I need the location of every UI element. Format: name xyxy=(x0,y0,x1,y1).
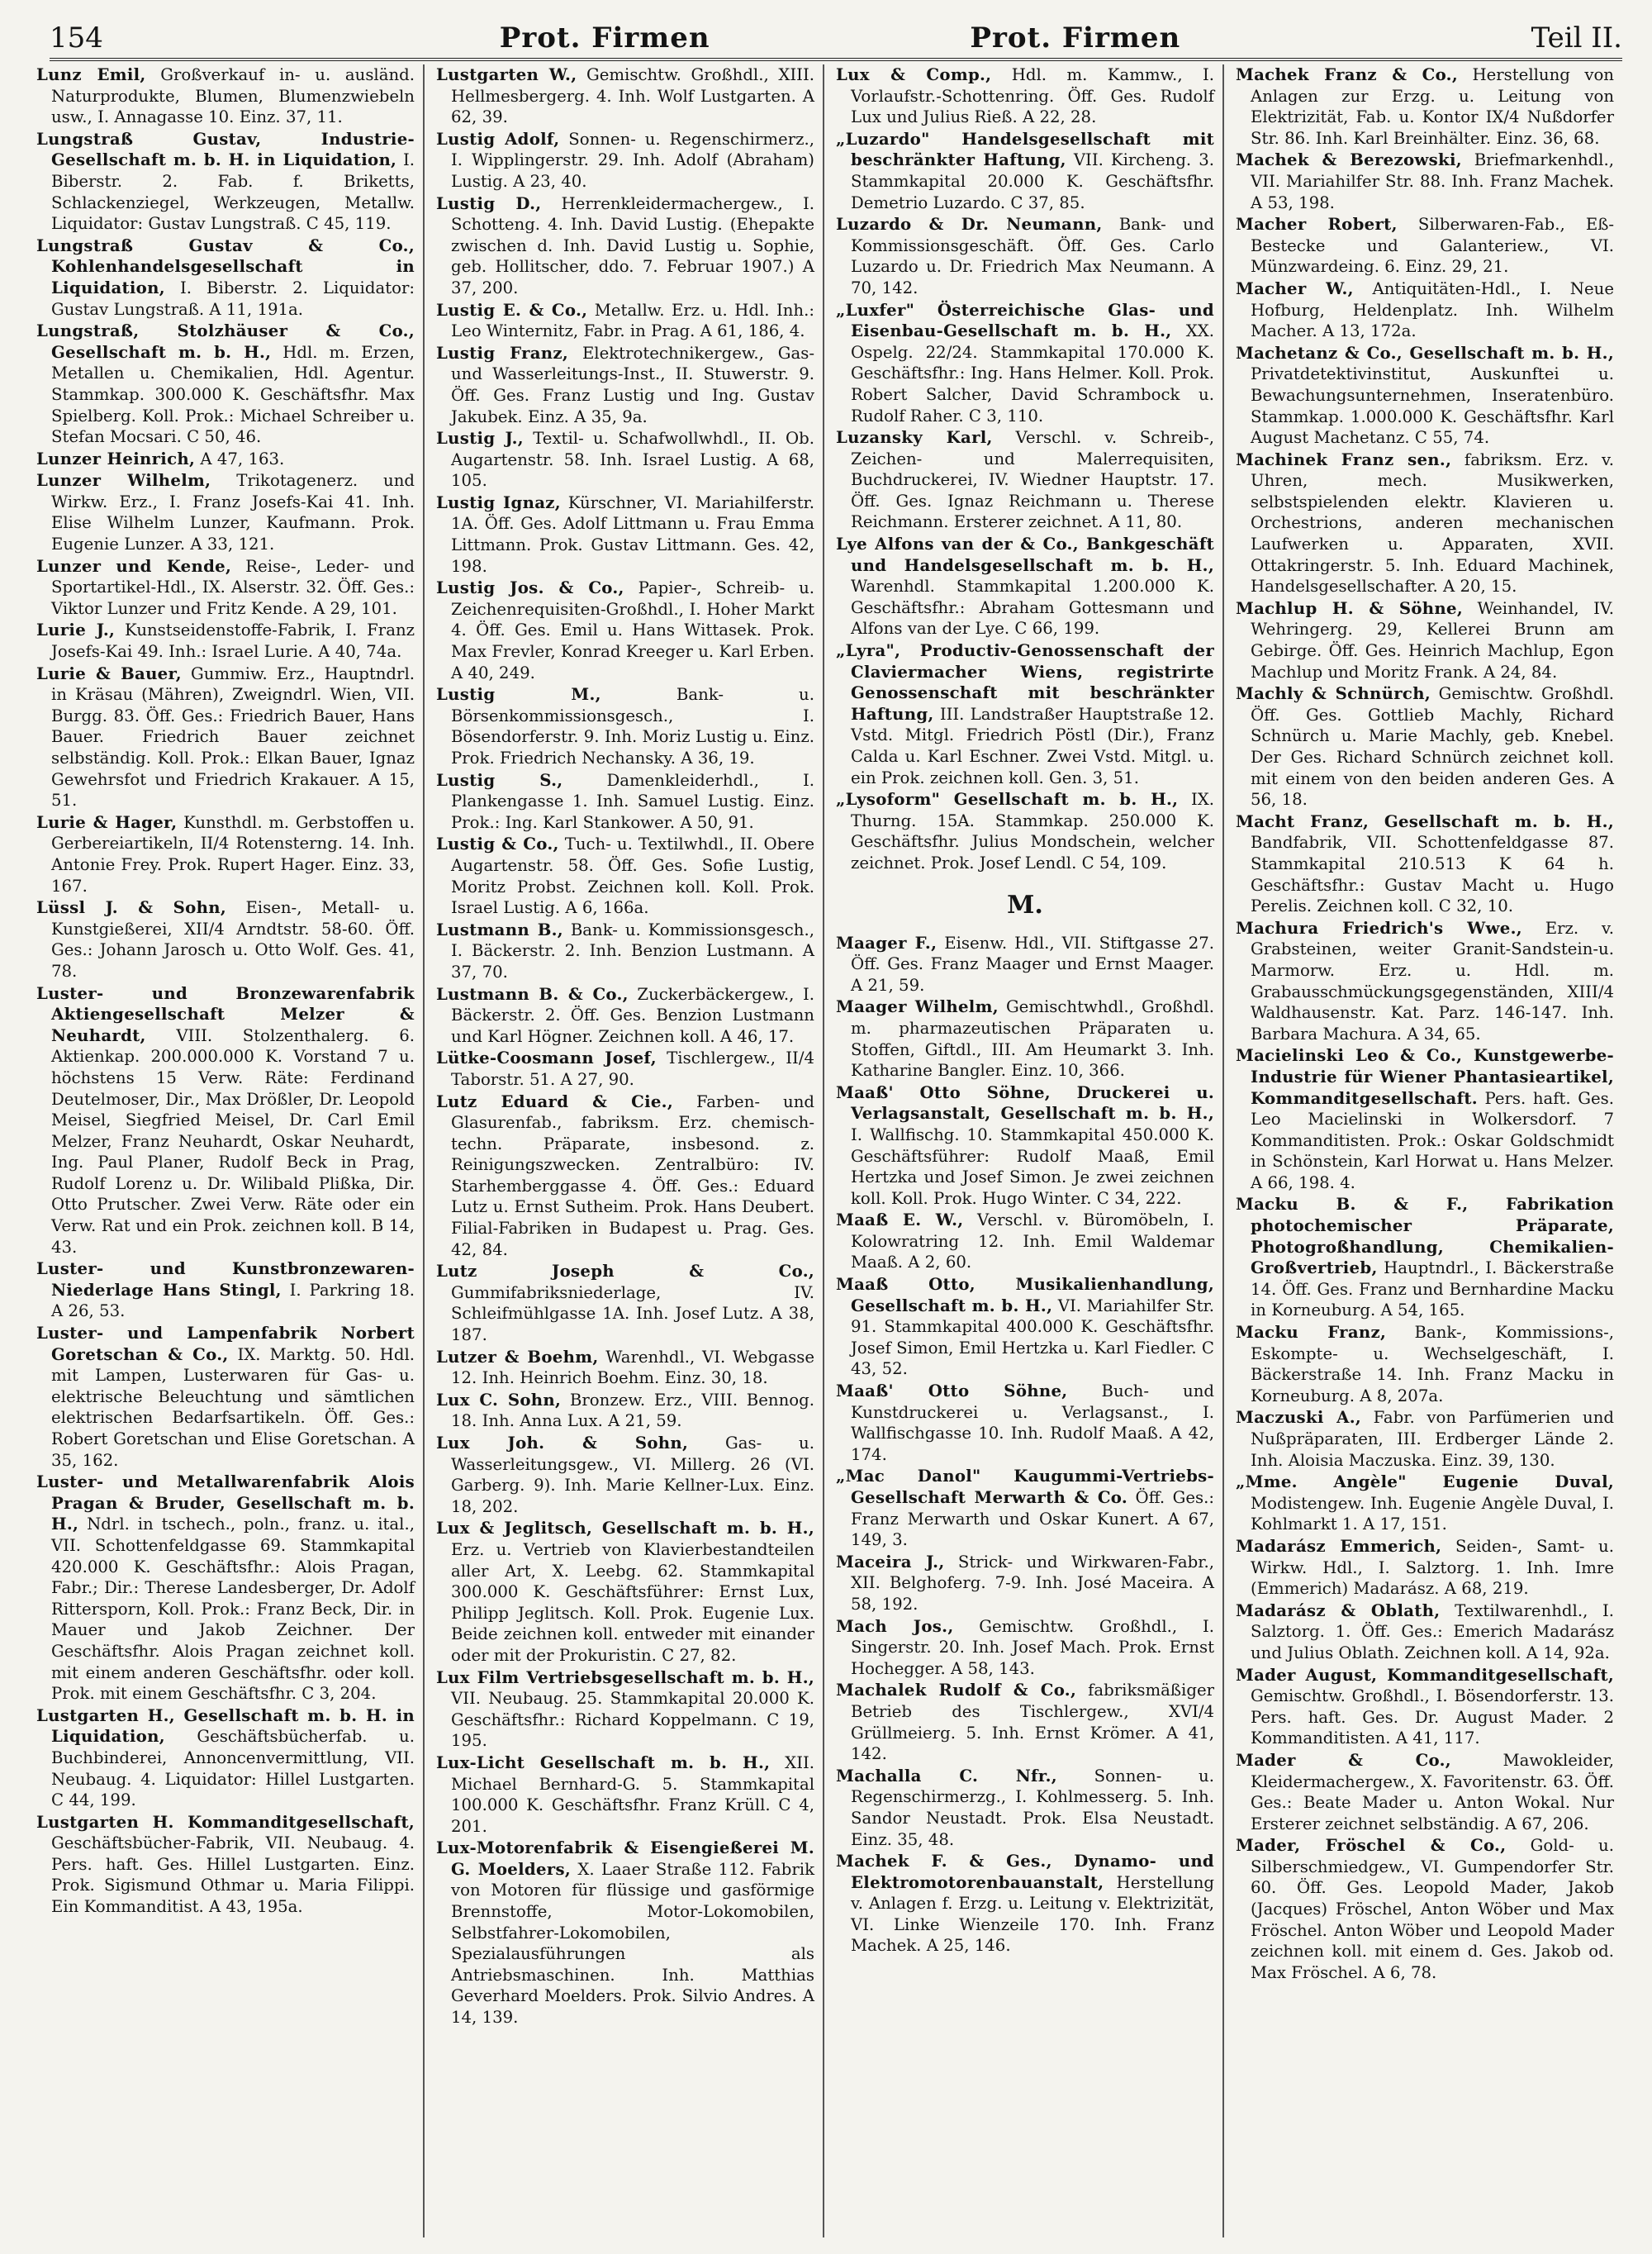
firm-details: Kunsthdl. m. Gerbstoffen u. Gerbereiartikeln, II/4 Rotensterng. 14. Inh. Antonie Frey. Prok. Rupert Hager. Einz. 33, 167. xyxy=(51,812,415,896)
directory-entry xyxy=(36,1258,415,1322)
firm-details: Textil- u. Schafwollwhdl., II. Ob. Augartenstr. 58. Inh. Israel Lustig. A 68, 105. xyxy=(451,429,814,491)
directory-entry xyxy=(1236,918,1614,1045)
firm-details: I. Wallfischg. 10. Stammkapital 450.000 K. Geschäftsführer: Rudolf Maaß, Emil Hertzka und Josef Simon. Je zwei zeichnen koll. Koll. Prok. Hugo Winter. C 34, 222. xyxy=(851,1125,1214,1208)
running-title-left: Prot. Firmen xyxy=(499,21,710,55)
directory-entry xyxy=(436,1667,814,1752)
directory-entry xyxy=(36,897,415,982)
directory-entry xyxy=(836,1210,1214,1273)
firm-name: Lurie J., xyxy=(36,621,116,640)
firm-name: Mader, Fröschel & Co., xyxy=(1236,1836,1507,1856)
firm-name: Machek F. & Ges., Dynamo- und Elektromotorenbauanstalt, xyxy=(836,1852,1214,1892)
firm-name: Maager Wilhelm, xyxy=(836,997,999,1017)
directory-entry xyxy=(436,64,814,128)
directory-entry xyxy=(1236,64,1614,149)
directory-entry xyxy=(436,300,814,342)
firm-name: Lunzer Wilhelm, xyxy=(36,471,211,491)
directory-entry xyxy=(436,129,814,193)
firm-name: Lustig Ignaz, xyxy=(436,492,561,512)
directory-entry xyxy=(1236,214,1614,278)
firm-name: Maaß' Otto Söhne, xyxy=(836,1381,1068,1401)
firm-name: Lurie & Hager, xyxy=(36,812,178,832)
firm-details: Geschäftsbücher-Fabrik, VII. Neubaug. 4. Pers. haft. Ges. Hillel Lustgarten. Einz. Prok. Sigismund Othmar u. Maria Filippi. Ein Kommanditist. A 43, 195a. xyxy=(51,1833,415,1917)
directory-entry xyxy=(436,578,814,683)
firm-name: Machalla C. Nfr., xyxy=(836,1766,1057,1786)
directory-entry xyxy=(436,770,814,834)
directory-entry xyxy=(436,492,814,577)
firm-name: „Lyra", Productiv-Genossenschaft der Claviermacher Wiens, registrirte Genossenschaft mit beschränkter Haftung, xyxy=(836,641,1214,724)
firm-name: Machlup H. & Söhne, xyxy=(1236,598,1463,618)
firm-name: Lütke-Coosmann Josef, xyxy=(436,1049,657,1068)
firm-name: Machinek Franz sen., xyxy=(1236,449,1452,469)
firm-details: Hdl. m. Erzen, Metallen u. Chemikalien, Hdl. Agentur. Stammkap. 300.000 K. Geschäftsfhr. Max Spielberg. Koll. Prok.: Michael Schreiber u. Stefan Mocsari. C 50, 46. xyxy=(51,342,415,447)
page-header xyxy=(50,12,1622,61)
directory-entry xyxy=(836,1851,1214,1957)
firm-details: Bank-, Kommissions-, Eskompte- u. Wechselgeschäft, I. Bäckerstraße 14. Inh. Franz Macku in Korneuburg. A 8, 207a. xyxy=(1251,1323,1615,1405)
firm-details: Gold- u. Silberschmiedgew., VI. Gumpendorfer Str. 60. Öff. Ges. Leopold Mader, Jakob (Jacques) Fröschel, Anton Wöber und Max Fröschel. Anton Wöber und Leopold Mader zeichnen koll. mit einem d. Ges. Jakob od. Max Fröschel. A 6, 78. xyxy=(1251,1836,1614,1982)
directory-entry xyxy=(436,193,814,299)
firm-name: Maaß' Otto Söhne, Druckerei u. Verlagsanstalt, Gesellschaft m. b. H., xyxy=(836,1082,1214,1124)
firm-details: Strick- und Wirkwaren-Fabr., XII. Belghoferg. 7-9. Inh. José Maceira. A 58, 192. xyxy=(851,1552,1214,1614)
firm-name: Lustig E. & Co., xyxy=(436,300,588,320)
directory-entry xyxy=(1236,598,1614,682)
firm-details: VIII. Stolzenthalerg. 6. Aktienkap. 200.000.000 K. Vorstand 7 u. höchstens 15 Verw. Räte: Ferdinand Deutelmoser, Dir., Max Drößler, Dr. Leopold Meisel, Siegfried Meisel, Dr. Carl Emil Melzer, Franz Neuhardt, Oskar Neuhardt, Ing. Paul Planer, Rudolf Beck in Prag, Rudolf Lorenz u. Dr. Wilibald Plißka, Dir. Otto Prutscher. Zwei Verw. Räte oder ein Verw. Rat und ein Prok. zeichnen koll. B 14, 43. xyxy=(51,1025,415,1257)
directory-entry xyxy=(436,1091,814,1261)
firm-details: Gummifabriksniederlage, IV. Schleifmühlgasse 1A. Inh. Josef Lutz. A 38, 187. xyxy=(451,1282,814,1345)
section-letter-heading: M. xyxy=(1007,890,1043,920)
directory-entry xyxy=(1236,1322,1614,1406)
firm-name: Mader August, Kommanditgesellschaft, xyxy=(1236,1665,1614,1685)
directory-entry xyxy=(36,556,415,620)
directory-entry xyxy=(1236,683,1614,811)
column-2 xyxy=(433,64,824,2237)
directory-entry xyxy=(836,300,1214,427)
firm-details: Geschäftsbücherfab. u. Buchbinderei, Annoncenvermittlung, VII. Neubaug. 4. Liquidator: Hillel Lustgarten. C 44, 199. xyxy=(51,1727,415,1810)
directory-entry xyxy=(436,920,814,983)
firm-name: Luster- und Kunstbronzewaren-Niederlage Hans Stingl, xyxy=(36,1259,415,1300)
firm-name: „Mac Danol" Kaugummi-Vertriebs-Gesellschaft Merwarth & Co. xyxy=(836,1467,1214,1507)
firm-name: Lungstraß Gustav & Co., Kohlenhandelsgesellschaft in Liquidation, xyxy=(36,235,415,297)
firm-details: Warenhdl., VI. Webgasse 12. Inh. Heinrich Boehm. Einz. 30, 18. xyxy=(451,1347,815,1388)
firm-name: Luster- und Metallwarenfabrik Alois Pragan & Bruder, Gesellschaft m. b. H., xyxy=(36,1472,415,1534)
firm-details: Weinhandel, IV. Wehringerg. 29, Kellerei Brunn am Gebirge. Öff. Ges. Heinrich Machlup, Egon Machlup und Moritz Frank. A 24, 84. xyxy=(1251,598,1614,682)
directory-entry xyxy=(36,983,415,1258)
firm-name: Lustgarten W., xyxy=(436,65,577,84)
firm-name: Lustgarten H., Gesellschaft m. b. H. in Liquidation, xyxy=(36,1705,415,1747)
firm-details: Ndrl. in tschech., poln., franz. u. ital., VII. Schottenfeldgasse 69. Stammkapital 420.000 K. Geschäftsfhr.: Alois Pragan, Fabr.; Dir.: Therese Landesberger, Dr. Adolf Rittersporn, Koll. Prok.: Franz Beck, Dir. in Mauer und Jakob Zeichner. Der Geschäftsfhr. Alois Pragan zeichnet koll. mit einem anderen Geschäftsfhr. oder koll. Prok. mit einem Geschäftsfhr. C 3, 204. xyxy=(51,1515,415,1704)
firm-details: Bandfabrik, VII. Schottenfeldgasse 87. Stammkapital 210.513 K 64 h. Geschäftsfhr.: Gustav Macht u. Hugo Perelis. Zeichnen koll. C 32, 10. xyxy=(1251,833,1614,916)
firm-name: Maceira J., xyxy=(836,1552,945,1572)
firm-details: Buch- und Kunstdruckerei u. Verlagsanst., I. Wallfischgasse 10. Inh. Rudolf Maaß. A 42, 174. xyxy=(851,1381,1214,1464)
firm-name: „Mme. Angèle" Eugenie Duval, xyxy=(1236,1472,1614,1492)
firm-details: Damenkleiderhdl., I. Plankengasse 1. Inh. Samuel Lustig. Einz. Prok.: Ing. Karl Stankower. A 50, 91. xyxy=(451,770,814,832)
firm-details: IX. Marktg. 50. Hdl. mit Lampen, Lusterwaren für Gas- u. elektrische Beleuchtung und sämtlichen elektrischen Bedarfsartikeln. Öff. Ges.: Robert Goretschan und Elise Goretschan. A 35, 162. xyxy=(51,1344,415,1470)
directory-entry xyxy=(836,933,1214,996)
firm-name: Machalek Rudolf & Co., xyxy=(836,1681,1077,1700)
directory-entry xyxy=(436,684,814,768)
firm-name: Lungstraß, Stolzhäuser & Co., Gesellschaft m. b. H., xyxy=(36,321,415,362)
firm-details: Bronzew. Erz., VIII. Bennog. 18. Inh. Anna Lux. A 21, 59. xyxy=(451,1390,815,1431)
directory-entry xyxy=(36,663,415,811)
firm-details: Bank- u. Kommissionsgesch., I. Bäckerstr. 2. Inh. Benzion Lustmann. A 37, 70. xyxy=(451,920,815,982)
directory-entry xyxy=(36,1705,415,1811)
firm-details: Papier-, Schreib- u. Zeichenrequisiten-Großhdl., I. Hoher Markt 4. Öff. Ges. Emil u. Hans Wittasek. Prok. Max Frevler, Konrad Kreeger u. Karl Erben. A 40, 249. xyxy=(451,578,815,682)
directory-entry xyxy=(36,129,415,235)
directory-entry xyxy=(436,428,814,492)
directory-entry xyxy=(836,534,1214,640)
firm-details: I. Parkring 18. A 26, 53. xyxy=(51,1280,415,1321)
directory-entry xyxy=(436,343,814,427)
firm-details: Pers. haft. Ges. Leo Macielinski in Wolkersdorf. 7 Kommanditisten. Prok.: Oskar Goldschmidt in Schönstein, Karl Horwat u. Hans Melzer. A 66, 198. 4. xyxy=(1251,1088,1614,1192)
directory-entry xyxy=(36,1812,415,1918)
firm-details: Eisen-, Metall- u. Kunstgießerei, XII/4 Arndtstr. 58-60. Öff. Ges.: Johann Jarosch u. Otto Wolf. Ges. 41, 78. xyxy=(51,898,415,981)
firm-details: Tuch- u. Textilwhdl., II. Obere Augartenstr. 58. Öff. Ges. Sofie Lustig, Moritz Probst. Zeichnen koll. Koll. Prok. Israel Lustig. A 6, 166a. xyxy=(451,835,814,918)
firm-details: fabriksmäßiger Betrieb des Tischlergew., XVI/4 Grüllmeierg. 5. Inh. Ernst Krömer. A 41, 142. xyxy=(851,1681,1215,1764)
firm-details: X. Laaer Straße 112. Fabrik von Motoren für flüssige und gasförmige Brennstoffe, Motor-Lokomobilen, Selbstfahrer-Lokomobilen, Spezialausführungen als Antriebsmaschinen. Inh. Matthias Geverhard Moelders. Prok. Silvio Andres. A 14, 139. xyxy=(451,1859,814,2028)
firm-details: Gemischtwhdl., Großhdl. m. pharmazeutischen Präparaten u. Stoffen, Giftdl., III. Am Heumarkt 3. Inh. Katharine Bangler. Einz. 10, 366. xyxy=(851,997,1214,1081)
directory-entry xyxy=(836,640,1214,788)
firm-details: Privatdetektivinstitut, Auskunftei u. Bewachungsunternehmen, Inseratenbüro. Stammkap. 1.000.000 K. Geschäftsfhr. Karl August Machetanz. C 55, 74. xyxy=(1251,364,1614,448)
firm-name: Lutz Joseph & Co., xyxy=(436,1262,814,1282)
firm-name: Lunzer Heinrich, xyxy=(36,449,196,468)
firm-name: Lux & Jeglitsch, Gesellschaft m. b. H., xyxy=(436,1519,814,1538)
firm-name: Lye Alfons van der & Co., Bankgeschäft und Handelsgesellschaft m. b. H., xyxy=(836,535,1214,575)
firm-details: Metallw. Erz. u. Hdl. Inh.: Leo Winternitz, Fabr. in Prag. A 61, 186, 4. xyxy=(451,300,814,341)
directory-entry xyxy=(36,620,415,662)
firm-details: Erz. u. Vertrieb von Klavierbestandteilen aller Art, X. Leebg. 62. Stammkapital 300.000 K. Geschäftsführer: Ernst Lux, Philipp Jeglitsch. Koll. Prok. Eugenie Lux. Beide zeichnen koll. entweder mit einander oder mit der Prokuristin. C 27, 82. xyxy=(451,1539,814,1665)
firm-details: Herstellung von Anlagen zur Erzg. u. Leitung von Elektrizität, Fab. u. Kontor IX/4 Nußdorfer Str. 86. Inh. Karl Breinhälter. Einz. 36, 68. xyxy=(1251,65,1614,148)
firm-name: Maczuski A., xyxy=(1236,1408,1362,1428)
firm-name: Lustig Franz, xyxy=(436,343,569,363)
directory-entry xyxy=(436,834,814,918)
firm-name: Lux Joh. & Sohn, xyxy=(436,1434,689,1453)
firm-name: Macht Franz, Gesellschaft m. b. H., xyxy=(1236,811,1614,831)
firm-details: Gemischtw. Großhdl., I. Bösendorferstr. 13. Pers. haft. Ges. Dr. August Mader. 2 Kommanditisten. A 41, 117. xyxy=(1251,1686,1614,1748)
firm-name: Lustig Adolf, xyxy=(436,129,560,149)
firm-name: Machetanz & Co., Gesellschaft m. b. H., xyxy=(1236,343,1614,363)
directory-entry xyxy=(836,214,1214,298)
firm-details: Kürschner, VI. Mariahilferstr. 1A. Öff. Ges. Adolf Littmann u. Frau Emma Littmann. Prok. Gustav Littmann. Ges. 42, 198. xyxy=(451,492,815,576)
running-title-right: Prot. Firmen xyxy=(970,21,1181,55)
directory-entry xyxy=(36,235,415,320)
firm-details: VI. Mariahilfer Str. 91. Stammkapital 400.000 K. Geschäftsfhr. Josef Simon, Emil Hertzka u. Karl Fiedler. C 43, 52. xyxy=(851,1296,1214,1379)
firm-name: Macielinski Leo & Co., Kunstgewerbe-Industrie für Wiener Phantasieartikel, Kommanditgesellschaft. xyxy=(1236,1046,1614,1108)
firm-details: IX. Thurng. 15A. Stammkap. 250.000 K. Geschäftsfhr. Julius Mondschein, welcher zeichnet. Prok. Josef Lendl. C 54, 109. xyxy=(851,790,1214,873)
firm-name: Mader & Co., xyxy=(1236,1750,1451,1770)
firm-name: Macku B. & F., Fabrikation photochemischer Präparate, Photogroßhandlung, Chemikalien-Großvertrieb, xyxy=(1236,1195,1614,1278)
directory-entry xyxy=(436,1261,814,1345)
firm-details: VII. Neubaug. 25. Stammkapital 20.000 K. Geschäftsfhr.: Richard Koppelmann. C 19, 195. xyxy=(451,1689,814,1751)
firm-name: Macher W., xyxy=(1236,278,1354,298)
firm-details: Seiden-, Samt- u. Wirkw. Hdl., I. Salztorg. 1. Inh. Imre (Emmerich) Madarász. A 68, 219. xyxy=(1251,1536,1614,1599)
directory-entry xyxy=(36,1472,415,1705)
firm-name: Madarász & Oblath, xyxy=(1236,1600,1441,1620)
firm-name: Machura Friedrich's Wwe., xyxy=(1236,918,1522,938)
directory-entry xyxy=(36,470,415,554)
firm-name: Luzardo & Dr. Neumann, xyxy=(836,215,1103,235)
firm-name: Lux Film Vertriebsgesellschaft m. b. H., xyxy=(436,1667,814,1687)
firm-name: Lustmann B., xyxy=(436,920,563,939)
firm-details: Sonnen- u. Regenschirmerzg., I. Kohlmesserg. 5. Inh. Sandor Neustadt. Prok. Elsa Neustadt. Einz. 35, 48. xyxy=(851,1766,1214,1849)
directory-entry xyxy=(436,1752,814,1837)
firm-details: Gas- u. Wasserleitungsgew., VI. Millerg. 26 (VI. Garberg. 9). Inh. Marie Kellner-Lux. Einz. 18, 202. xyxy=(451,1434,814,1516)
column-1 xyxy=(33,64,425,2237)
directory-entry xyxy=(836,64,1214,128)
firm-details: VII. Kircheng. 3. Stammkapital 20.000 K. Geschäftsfhr. Demetrio Luzardo. C 37, 85. xyxy=(851,150,1214,212)
firm-details: Briefmarkenhdl., VII. Mariahilfer Str. 88. Inh. Franz Machek. A 53, 198. xyxy=(1251,150,1614,212)
firm-details: Mawokleider, Kleidermachergew., X. Favoritenstr. 63. Öff. Ges.: Beate Mader u. Anton Wokal. Nur Ersterer zeichnet selbständig. A 67, 206. xyxy=(1251,1750,1614,1833)
firm-name: Lustig S., xyxy=(436,770,563,790)
firm-details: Hdl. m. Kammw., I. Vorlaufstr.-Schottenring. Öff. Ges. Rudolf Lux und Julius Rieß. A 22, 28. xyxy=(851,65,1214,127)
firm-details: Modistengew. Inh. Eugenie Angèle Duval, I. Kohlmarkt 1. A 17, 151. xyxy=(1251,1493,1614,1534)
firm-details: Zuckerbäckergew., I. Bäckerstr. 2. Öff. Ges. Benzion Lustmann und Karl Högner. Zeichnen koll. A 46, 17. xyxy=(451,984,814,1046)
directory-entry xyxy=(836,1552,1214,1615)
firm-details: I. Biberstr. 2. Liquidator: Gustav Lungstraß. A 11, 191a. xyxy=(51,278,415,319)
firm-details: Trikotagenerz. und Wirkw. Erz., I. Franz Josefs-Kai 41. Inh. Elise Wilhelm Lunzer, Kaufmann. Prok. Eugenie Lunzer. A 33, 121. xyxy=(51,471,415,554)
firm-name: Maaß Otto, Musikalienhandlung, Gesellschaft m. b. H., xyxy=(836,1275,1214,1315)
firm-details: Großverkauf in- u. ausländ. Naturprodukte, Blumen, Blumenzwiebeln usw., I. Annagasse 10. Einz. 37, 11. xyxy=(51,65,415,127)
directory-entry xyxy=(36,449,415,470)
firm-details: Reise-, Leder- und Sportartikel-Hdl., IX. Alserstr. 32. Öff. Ges.: Viktor Lunzer und Fritz Kende. A 29, 101. xyxy=(51,556,415,618)
firm-details: Gemischtw. Großhdl., XIII. Hellmesbergerg. 4. Inh. Wolf Lustgarten. A 62, 39. xyxy=(451,65,814,127)
directory-entry xyxy=(836,1466,1214,1550)
firm-name: Lustig J., xyxy=(436,429,524,449)
firm-name: Macher Robert, xyxy=(1236,215,1398,235)
directory-entry xyxy=(1236,811,1614,917)
firm-name: Lux-Licht Gesellschaft m. b. H., xyxy=(436,1752,771,1772)
firm-name: Madarász Emmerich, xyxy=(1236,1536,1442,1556)
firm-details: Verschl. v. Schreib-, Zeichen- und Malerrequisiten, Buchdruckerei, IV. Wiedner Hauptstr. 17. Öff. Ges. Ignaz Reichmann u. Therese Reichmann. Ersterer zeichnet. A 11, 80. xyxy=(851,428,1214,532)
firm-details: Gemischtw. Großhdl. Öff. Ges. Gottlieb Machly, Richard Schnürch u. Marie Machly, geb. Knebel. Der Ges. Richard Schnürch zeichnet koll. mit einem von den beiden anderen Ges. A 56, 18. xyxy=(1251,684,1614,810)
firm-details: Textilwarenhdl., I. Salztorg. 1. Öff. Ges.: Emerich Madarász und Julius Oblath. Zeichnen koll. A 14, 92a. xyxy=(1251,1600,1614,1662)
directory-entry xyxy=(836,1381,1214,1465)
directory-entry xyxy=(36,64,415,128)
firm-name: „Luzardo" Handelsgesellschaft mit beschränkter Haftung, xyxy=(836,129,1214,170)
directory-entry xyxy=(1236,449,1614,597)
firm-name: Lunzer und Kende, xyxy=(36,556,232,576)
firm-name: „Lysoform" Gesellschaft m. b. H., xyxy=(836,790,1179,810)
firm-details: Fabr. von Parfümerien und Nußpräparaten, III. Erdberger Lände 2. Inh. Aloisia Maczuska. Einz. 39, 130. xyxy=(1251,1408,1614,1470)
firm-details: III. Landstraßer Hauptstraße 12. Vstd. Mitgl. Friedrich Pöstl (Dir.), Franz Calda u. Karl Eschner. Zwei Vstd. Mitgl. u. ein Prok. zeichnen koll. Gen. 3, 51. xyxy=(851,704,1214,787)
firm-name: Lustig D., xyxy=(436,193,542,213)
part-label: Teil II. xyxy=(1531,21,1622,55)
directory-entry xyxy=(1236,1472,1614,1535)
directory-entry xyxy=(436,1518,814,1666)
firm-details: Hauptndrl., I. Bäckerstraße 14. Öff. Ges. Franz und Bernhardine Macku in Korneuburg. A 54, 165. xyxy=(1251,1258,1614,1320)
directory-entry xyxy=(1236,1407,1614,1471)
firm-name: Lungstraß Gustav, Industrie-Gesellschaft m. b. H. in Liquidation, xyxy=(36,129,415,170)
firm-name: Lunz Emil, xyxy=(36,65,146,84)
directory-entry xyxy=(36,1323,415,1471)
firm-name: Maager F., xyxy=(836,933,938,953)
firm-details: Silberwaren-Fab., Eß-Bestecke und Galanteriew., VI. Münzwardeing. 6. Einz. 29, 21. xyxy=(1251,215,1614,277)
firm-details: I. Biberstr. 2. Fab. f. Briketts, Schlackenziegel, Werkzeugen, Metallw. Liquidator: Gustav Lungstraß. C 45, 119. xyxy=(51,150,415,234)
directory-entry xyxy=(836,1680,1214,1764)
firm-details: Bank- u. Börsenkommissionsgesch., I. Bösendorferstr. 9. Inh. Moriz Lustig u. Einz. Prok. Friedrich Nechansky. A 36, 19. xyxy=(451,685,814,768)
directory-entry xyxy=(836,996,1214,1081)
firm-details: Herstellung v. Anlagen f. Erzg. u. Leitung v. Elektrizität, VI. Linke Wienzeile 170. Inh. Franz Machek. A 25, 146. xyxy=(851,1872,1214,1956)
directory-columns xyxy=(33,64,1622,2237)
firm-name: Macku Franz, xyxy=(1236,1323,1387,1343)
directory-entry xyxy=(1236,1045,1614,1193)
firm-details: Bank- und Kommissionsgeschäft. Öff. Ges. Carlo Luzardo u. Dr. Friedrich Max Neumann. A 70, 142. xyxy=(851,215,1214,297)
firm-details: Erz. v. Grabsteinen, weiter Granit-Sandstein-u. Marmorw. Erz. u. Hdl. m. Grabausschmückungsgegenständen, XIII/4 Waldhausenstr. Kat. Parz. 146-147. Inh. Barbara Machura. A 34, 65. xyxy=(1251,918,1614,1044)
firm-name: Luzansky Karl, xyxy=(836,428,993,448)
firm-name: Machly & Schnürch, xyxy=(1236,684,1431,704)
directory-entry xyxy=(436,1838,814,2028)
directory-entry xyxy=(836,427,1214,533)
directory-entry xyxy=(836,789,1214,873)
directory-entry xyxy=(836,1082,1214,1210)
firm-name: Lux-Motorenfabrik & Eisengießerei M. G. Moelders, xyxy=(436,1838,814,1879)
directory-entry xyxy=(1236,1750,1614,1834)
column-3 xyxy=(833,64,1224,2237)
firm-name: Lustig & Co., xyxy=(436,835,559,854)
firm-details: Elektrotechnikergew., Gas- und Wasserleitungs-Inst., II. Stuwerstr. 9. Öff. Ges. Franz Lustig und Ing. Gustav Jakubek. Einz. A 35, 9a. xyxy=(451,343,814,426)
firm-details: Gemischtw. Großhdl., I. Singerstr. 20. Inh. Josef Mach. Prok. Ernst Hochegger. A 58, 143. xyxy=(851,1616,1214,1678)
directory-entry xyxy=(1236,1194,1614,1321)
directory-entry xyxy=(836,1766,1214,1850)
firm-details: Sonnen- u. Regenschirmerz., I. Wipplingerstr. 29. Inh. Adolf (Abraham) Lustig. A 23, 40. xyxy=(451,129,814,191)
directory-entry xyxy=(436,1433,814,1517)
column-4 xyxy=(1232,64,1622,2237)
firm-name: „Luxfer" Österreichische Glas- und Eisenbau-Gesellschaft m. b. H., xyxy=(836,300,1214,341)
firm-name: Maaß E. W., xyxy=(836,1210,964,1230)
firm-name: Mach Jos., xyxy=(836,1616,954,1636)
firm-name: Machek Franz & Co., xyxy=(1236,65,1458,84)
firm-details: XII. Michael Bernhard-G. 5. Stammkapital 100.000 K. Geschäftsfhr. Franz Krüll. C 4, 201. xyxy=(451,1752,814,1836)
firm-name: Lux C. Sohn, xyxy=(436,1390,562,1410)
directory-entry xyxy=(1236,1665,1614,1749)
firm-name: Machek & Berezowski, xyxy=(1236,150,1462,170)
firm-name: Lustmann B. & Co., xyxy=(436,984,629,1004)
firm-name: Lutzer & Boehm, xyxy=(436,1347,599,1367)
firm-details: Tischlergew., II/4 Taborstr. 51. A 27, 90. xyxy=(451,1049,814,1089)
firm-details: Öff. Ges.: Franz Merwarth und Oskar Kunert. A 67, 149, 3. xyxy=(851,1488,1214,1550)
firm-name: Luster- und Lampenfabrik Norbert Goretschan & Co., xyxy=(36,1324,415,1364)
firm-details: Antiquitäten-Hdl., I. Neue Hofburg, Heldenplatz. Inh. Wilhelm Macher. A 13, 172a. xyxy=(1251,278,1615,341)
directory-entry xyxy=(436,1048,814,1090)
directory-entry xyxy=(1236,150,1614,213)
directory-entry xyxy=(836,1616,1214,1680)
firm-details: XX. Ospelg. 22/24. Stammkapital 170.000 K. Geschäftsfhr.: Ing. Hans Helmer. Koll. Prok. Robert Salcher, David Schrambock u. Rudolf Raher. C 3, 110. xyxy=(851,321,1214,426)
directory-entry xyxy=(36,321,415,448)
firm-details: Farben- und Glasurenfab., fabriksm. Erz. chemisch-techn. Präparate, insbesond. z. Reinigungszwecken. Zentralbüro: IV. Starhemberggasse 4. Öff. Ges.: Eduard Lutz u. Ernst Sutheim. Prok. Hans Deubert. Filial-Fabriken in Budapest u. Prag. Ges. 42, 84. xyxy=(451,1091,814,1259)
firm-details: fabriksm. Erz. v. Uhren, mech. Musikwerken, selbstspielenden elektr. Klavieren u. Orchestrions, anderen mechanischen Laufwerken u. Apparaten, XVII. Ottakringerstr. 5. Inh. Eduard Machinek, Handelsgesellschafter. A 20, 15. xyxy=(1251,449,1614,597)
directory-entry xyxy=(436,1390,814,1432)
firm-name: Lustig Jos. & Co., xyxy=(436,578,624,598)
page-number: 154 xyxy=(50,21,103,55)
firm-details: Kunstseidenstoffe-Fabrik, I. Franz Josefs-Kai 49. Inh.: Israel Lurie. A 40, 74a. xyxy=(51,621,415,662)
directory-entry xyxy=(1236,343,1614,449)
directory-entry xyxy=(1236,1835,1614,1983)
firm-details: Warenhdl. Stammkapital 1.200.000 K. Geschäftsfhr.: Abraham Gottesmann und Alfons van der Lye. C 66, 199. xyxy=(851,577,1214,639)
firm-details: A 47, 163. xyxy=(200,449,285,468)
firm-name: Luster- und Bronzewarenfabrik Aktiengesellschaft Melzer & Neuhardt, xyxy=(36,983,415,1045)
firm-name: Lux & Comp., xyxy=(836,65,992,84)
directory-entry xyxy=(836,1274,1214,1380)
firm-name: Lustgarten H. Kommanditgesellschaft, xyxy=(36,1812,415,1832)
firm-name: Lutz Eduard & Cie., xyxy=(436,1091,673,1111)
directory-entry xyxy=(436,1347,814,1389)
directory-entry xyxy=(836,129,1214,213)
firm-details: Herrenkleidermachergew., I. Schotteng. 4. Inh. David Lustig. (Ehepakte zwischen d. Inh. David Lustig u. Sophie, geb. Hollitscher, ddo. 7. Februar 1907.) A 37, 200. xyxy=(451,193,814,297)
directory-entry xyxy=(36,812,415,896)
directory-entry xyxy=(1236,1600,1614,1664)
directory-entry xyxy=(1236,278,1614,342)
firm-name: Lurie & Bauer, xyxy=(36,663,182,683)
firm-details: Eisenw. Hdl., VII. Stiftgasse 27. Öff. Ges. Franz Maager und Ernst Maager. A 21, 59. xyxy=(851,933,1215,995)
firm-details: Verschl. v. Büromöbeln, I. Kolowratring 12. Inh. Emil Waldemar Maaß. A 2, 60. xyxy=(851,1210,1215,1272)
firm-details: Gummiw. Erz., Hauptndrl. in Kräsau (Mähren), Zweigndrl. Wien, VII. Burgg. 83. Öff. Ges.: Friedrich Bauer, Hans Bauer. Friedrich Bauer zeichnet selbständig. Koll. Prok.: Elkan Bauer, Ignaz Gewehrsfot und Friedrich Krakauer. A 15, 51. xyxy=(51,663,415,811)
firm-name: Lustig M., xyxy=(436,685,601,705)
directory-entry xyxy=(436,984,814,1048)
directory-entry xyxy=(1236,1536,1614,1600)
firm-name: Lüssl J. & Sohn, xyxy=(36,898,226,918)
